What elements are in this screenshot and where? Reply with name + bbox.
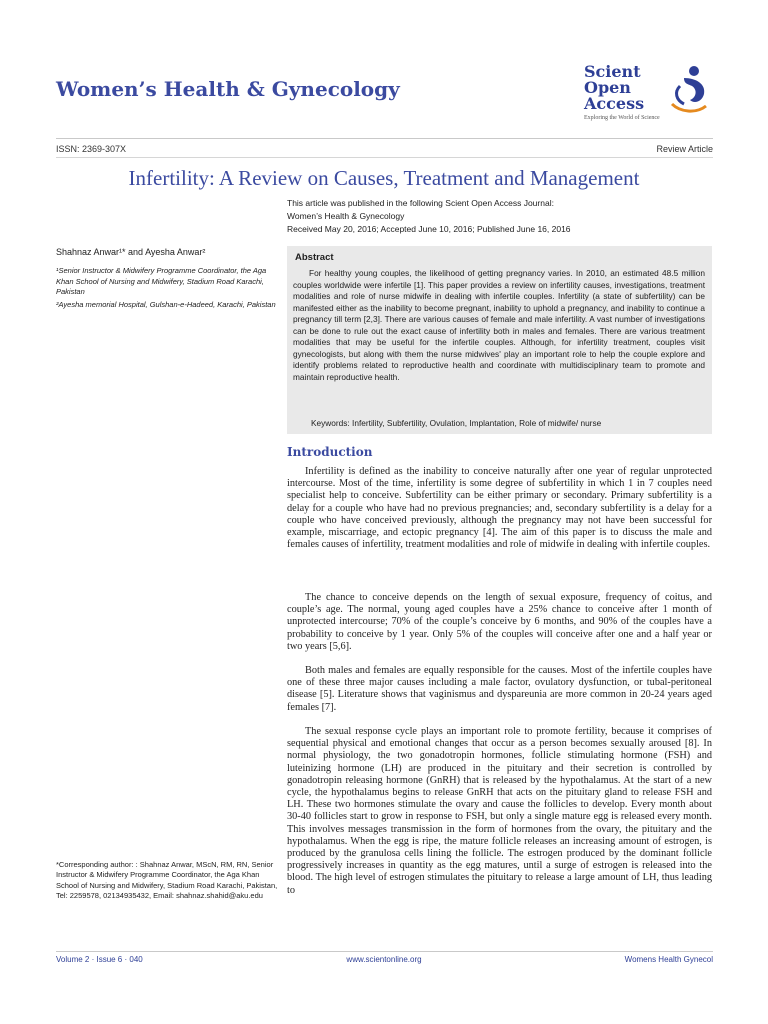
article-type: Review Article [656, 144, 713, 154]
article-title: Infertility: A Review on Causes, Treatment and Management [128, 166, 640, 190]
abstract-box [287, 246, 712, 434]
issn: ISSN: 2369-307X [56, 144, 127, 154]
issn-rule [56, 157, 713, 158]
footer-journal: Womens Health Gynecol [624, 955, 713, 964]
logo-text [584, 64, 644, 112]
paragraph: Infertility is defined as the inability to conceive naturally after one year of regular unprotected intercourse. Most of the time, infertility is some degree of subfertility in which 1 in 7 couples need specialist help to conceive. Subfertility can be either primary or secondary. Primary subfertility is a delay for a couple who have had no previous pregnancies; and, secondary subfertility is a delay for a couple who have conceived previously, although the pregnancy may not have been successful for example, miscarriage, and ectopic pregnancy [4]. The aim of this paper is to discuss the male and females causes of infertility, treatment modalities and role of midwife in dealing with infertile couples. [287, 466, 712, 551]
footer-volume: Volume 2 · Issue 6 · 040 [56, 955, 143, 964]
paragraph: The sexual response cycle plays an important role to promote fertility, because it comprises of sequential physical and emotional changes that occur as a person becomes sexually aroused [8]. In normal physiology, the two gonadotropin hormones, follicle stimulating hormone (FSH) and luteinizing hormone (LH) are produced in the pituitary and their secretion is controlled by gonadotropin releasing hormone (GnRH) that is released by the hypothalamus. At the start of a new cycle, the hypothalamus begins to release GnRH that acts on the pituitary gland to release FSH and LH. These two hormones stimulate the ovary and cause the follicles to develop. Every month about 30-40 follicles start to grow in response to FSH, but only a single mature egg is released every month. This involves messages transmission in the form of hormones from the ovary, the pituitary and the hypothalamus. When the egg is ripe, the mature follicle releases an increasing amount of estrogen, is produced by the granulosa cells lining the follicle. The estrogen produced by the dominant follicle progressively increases in quantity as the egg matures, until a surge of estrogen is released into the blood. The high level of estrogen stimulates the pituitary to release a large amount of LH, thus leading to [287, 726, 712, 896]
footer-website-link[interactable]: www.scientonline.org [346, 955, 422, 964]
abstract-heading: Abstract [295, 252, 334, 263]
keywords: Keywords: Infertility, Subfertility, Ovulation, Implantation, Role of midwife/ nurse [311, 418, 602, 428]
pub-journal-link[interactable]: Women’s Health & Gynecology [287, 211, 405, 221]
pub-line: This article was published in the following Scient Open Access Journal: [287, 198, 554, 208]
abstract-text: For healthy young couples, the likelihood of getting pregnancy varies. In 2010, an estimated 48.5 million couples worldwide were infertile [1]. This paper provides a review on infertility causes, investigations, treatment modalities and role of nurse midwife in dealing with infertile couples. Infertility (a state of subfertility) can be manifested either as the inability to become pregnant, inability to uphold a pregnancy, and inability to continue a pregnancy till term [2,3]. There are various causes of female and male infertility. A vast number of investigations can be done to rule out the exact cause of infertility both in males and females. There are various treatment modalities that may be useful for the infertile couples. Although, for infertility treatment, couples visit gynecologists, but along with them the nurse midwives' play an important role to help the couple explore and identify problems related to reproductive health and coordinate with multidisciplinary team to promote and maintain reproductive health. [293, 268, 705, 382]
authors: Shahnaz Anwar¹* and Ayesha Anwar² [56, 247, 206, 257]
journal-title: Women’s Health & Gynecology [56, 77, 400, 101]
section-heading-introduction: Introduction [287, 445, 373, 459]
header-rule [56, 138, 713, 139]
pub-dates: Received May 20, 2016; Accepted June 10, 2016; Published June 16, 2016 [287, 224, 571, 234]
paragraph: Both males and females are equally responsible for the causes. Most of the infertile couples have one of these three major causes including a male factor, ovulatory dysfunction, or tubal-peritoneal disease [5]. Literature shows that vaginismus and dyspareunia are more common in 20-24 years aged females [7]. [287, 665, 712, 713]
affiliation-2: ²Ayesha memorial Hospital, Gulshan-e-Hadeed, Karachi, Pakistan [56, 300, 276, 309]
publication-info [287, 197, 571, 236]
corresponding-author: *Corresponding author: : Shahnaz Anwar, MScN, RM, RN, Senior Instructor & Midwifery Programme Coordinator, the Aga Khan School of Nursing and Midwifery, Stadium Road Karachi, Pakistan, Tel: 2259578, 02134935432, Email: shahnaz.shahid@aku.edu [56, 860, 278, 900]
scient-open-access-logo-icon [666, 64, 710, 116]
logo-line-scient: Scient [584, 62, 641, 81]
footer-rule [56, 951, 713, 952]
logo-line-access: Access [584, 94, 645, 113]
affiliation-1: ¹Senior Instructor & Midwifery Programme Coordinator, the Aga Khan School of Nursing and Midwifery, Stadium Road Karachi, Pakistan [56, 266, 267, 296]
logo-tagline: Exploring the World of Science [584, 115, 660, 121]
logo-line-open: Open [584, 78, 631, 97]
publisher-logo[interactable] [584, 64, 724, 130]
paragraph: The chance to conceive depends on the length of sexual exposure, frequency of coitus, and couple’s age. The normal, young aged couples have a 25% chance to conceive after 1 month of unprotected intercourse; 70% of the couple’s conceive by 6 months, and 90% of the couples have a probability to conceive by 1 year. Only 5% of the couples will conceive after one and a half year or two years [5,6]. [287, 592, 712, 652]
